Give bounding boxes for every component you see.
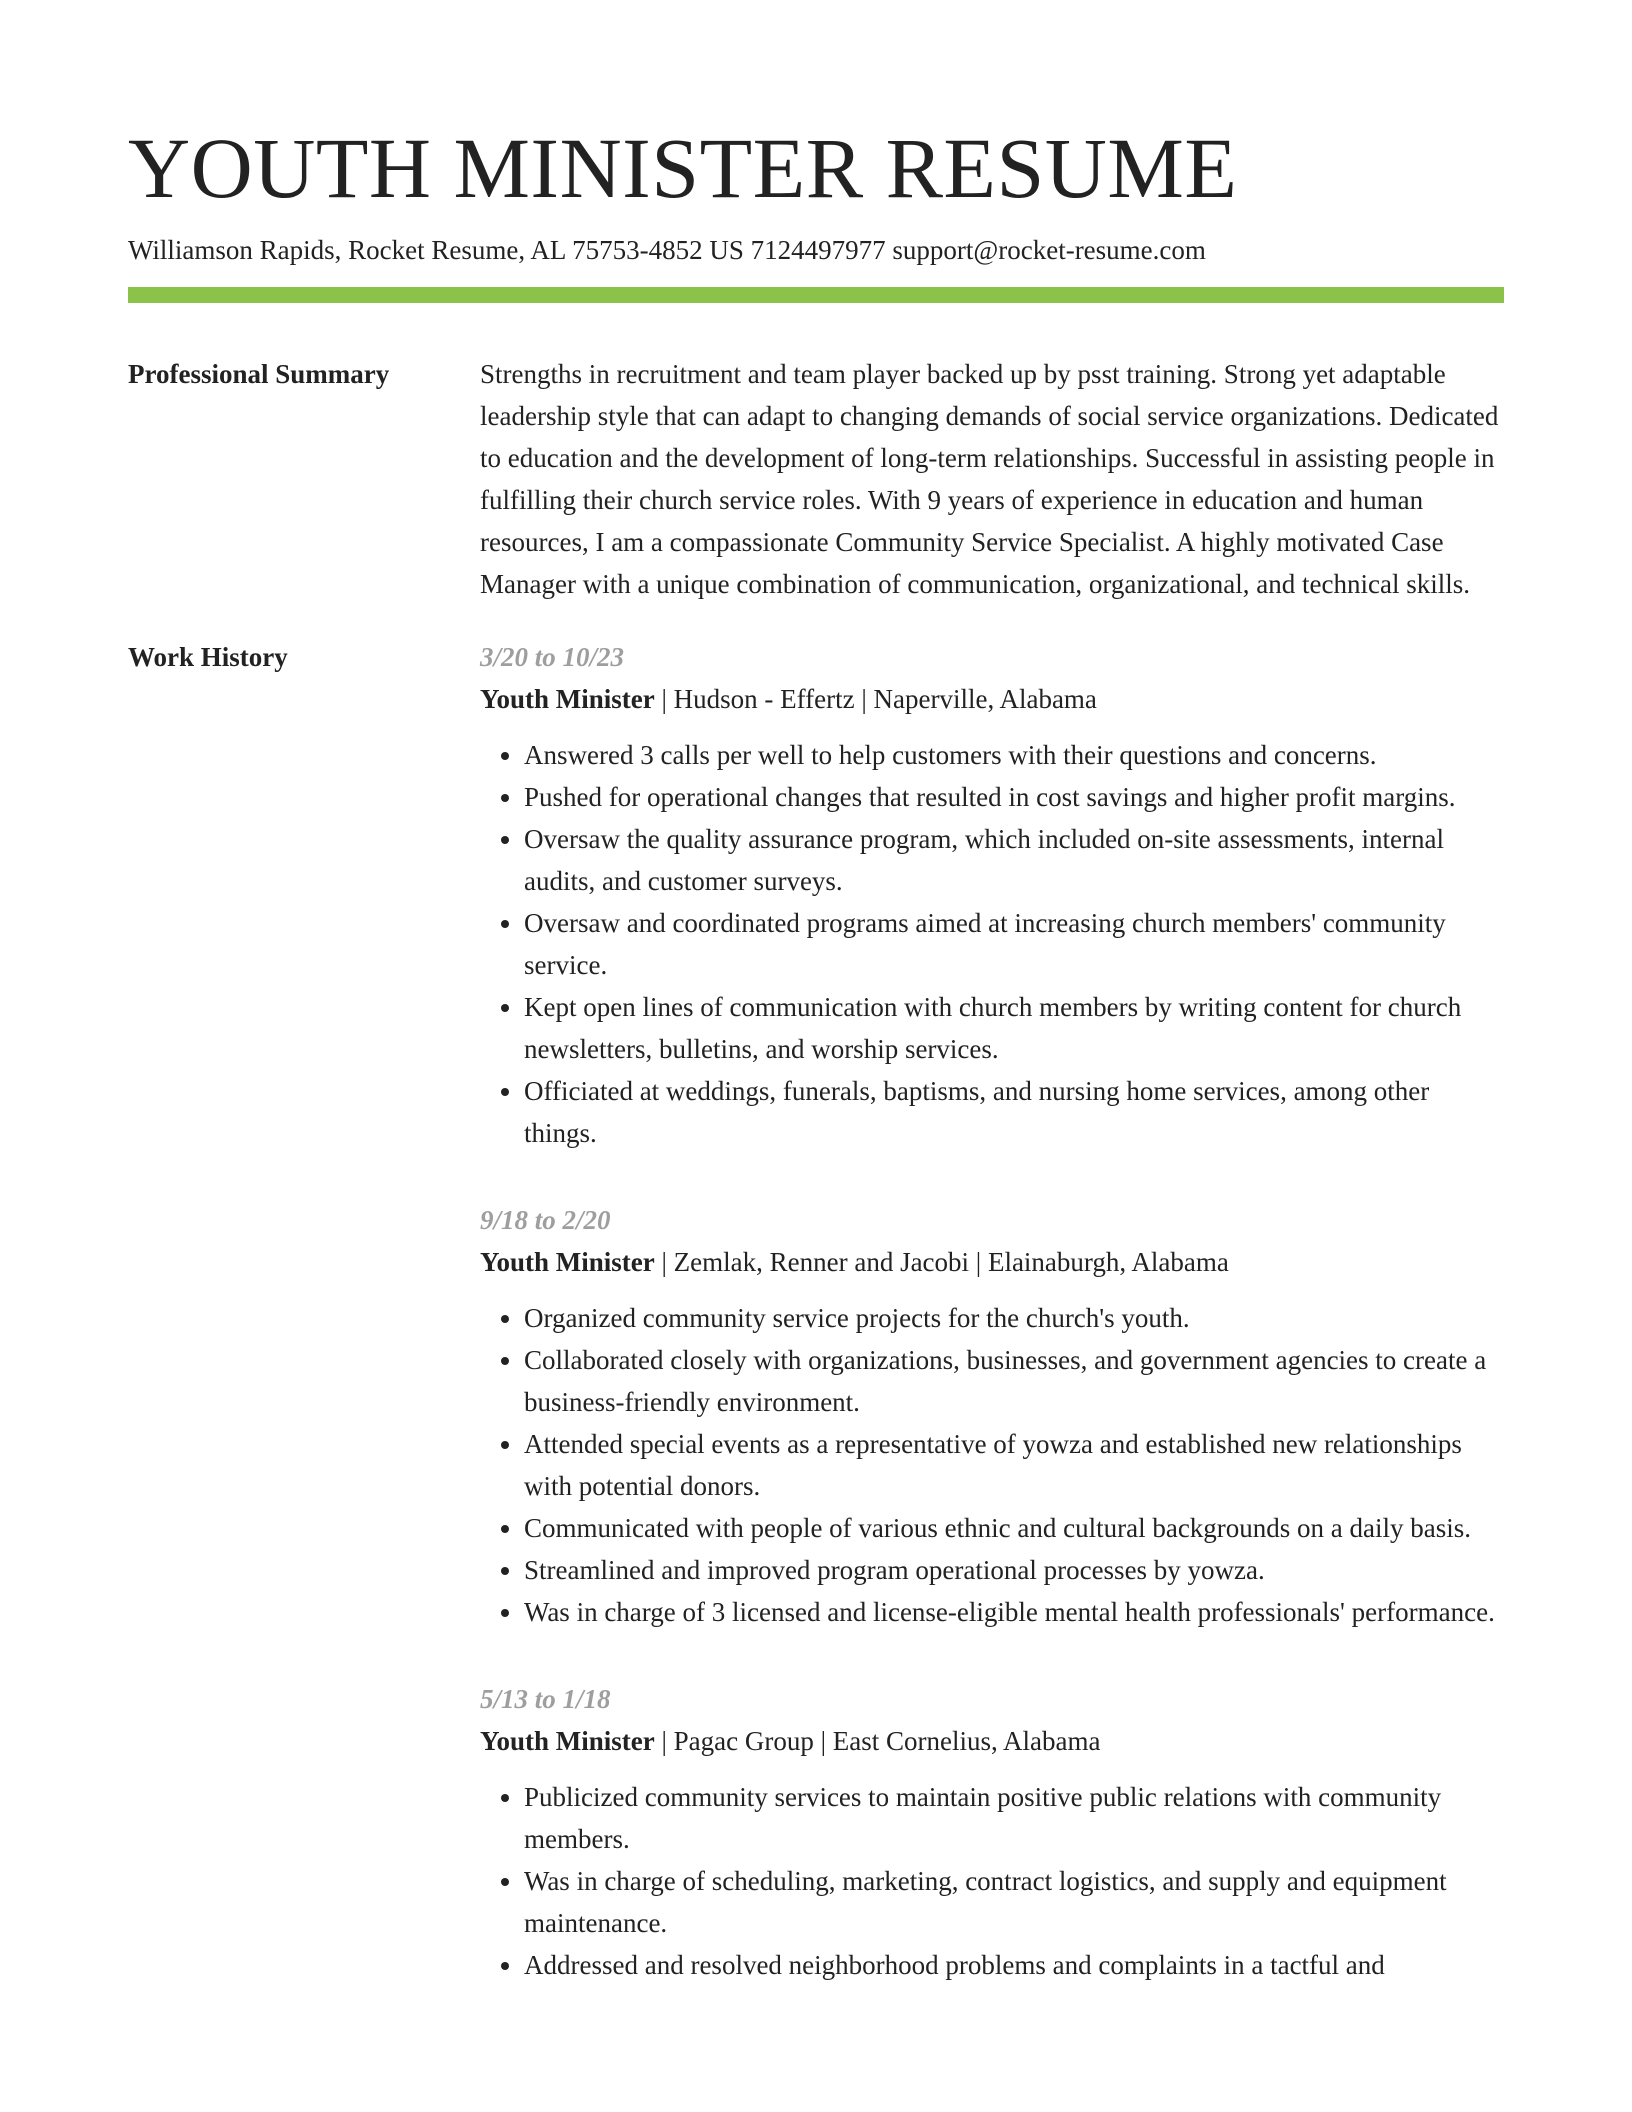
work-history-list <box>480 636 1504 2031</box>
job-heading <box>480 1241 1504 1283</box>
resume-page <box>128 118 1504 2031</box>
job-bullet: • Oversaw and coordinated programs aimed at increasing church members' community service. <box>524 902 1504 986</box>
job-bullet: • Was in charge of 3 licensed and license-eligible mental health professionals' performance. <box>524 1591 1504 1633</box>
job-title: Youth Minister <box>480 1726 655 1756</box>
job-bullet: • Streamlined and improved program operational processes by yowza. <box>524 1549 1504 1591</box>
job-bullet: • Organized community service projects for the church's youth. <box>524 1297 1504 1339</box>
accent-divider <box>128 287 1504 303</box>
job-details: | Pagac Group | East Cornelius, Alabama <box>654 1726 1101 1756</box>
job-details: | Zemlak, Renner and Jacobi | Elainaburgh, Alabama <box>654 1247 1229 1277</box>
contact-line: Williamson Rapids, Rocket Resume, AL 75753-4852 US 7124497977 support@rocket-resume.com <box>128 235 1206 265</box>
job-bullet: • Kept open lines of communication with church members by writing content for church newsletters, bulletins, and worship services. <box>524 986 1504 1070</box>
job-bullet: • Addressed and resolved neighborhood problems and complaints in a tactful and <box>524 1944 1504 1986</box>
job-entry <box>480 1678 1504 1986</box>
job-bullet: • Communicated with people of various ethnic and cultural backgrounds on a daily basis. <box>524 1507 1504 1549</box>
section-label-work-history: Work History <box>128 642 288 672</box>
job-bullet: • Officiated at weddings, funerals, baptisms, and nursing home services, among other things. <box>524 1070 1504 1154</box>
work-history-section <box>128 636 1504 2031</box>
job-details: | Hudson - Effertz | Naperville, Alabama <box>654 684 1097 714</box>
section-label-professional-summary: Professional Summary <box>128 359 390 389</box>
resume-title: YOUTH MINISTER RESUME <box>128 120 1238 216</box>
job-bullet: • Answered 3 calls per well to help customers with their questions and concerns. <box>524 734 1504 776</box>
job-entry <box>480 1199 1504 1633</box>
job-heading <box>480 678 1504 720</box>
job-bullet-list <box>480 734 1504 1154</box>
job-title: Youth Minister <box>480 684 655 714</box>
job-bullet: • Pushed for operational changes that resulted in cost savings and higher profit margins. <box>524 776 1504 818</box>
job-title: Youth Minister <box>480 1247 655 1277</box>
job-bullet-list <box>480 1297 1504 1633</box>
job-bullet: • Oversaw the quality assurance program, which included on-site assessments, internal audits, and customer surveys. <box>524 818 1504 902</box>
job-bullet: • Publicized community services to maintain positive public relations with community members. <box>524 1776 1504 1860</box>
job-entry <box>480 636 1504 1154</box>
job-bullet: • Attended special events as a representative of yowza and established new relationships with potential donors. <box>524 1423 1504 1507</box>
job-bullet: • Collaborated closely with organizations, businesses, and government agencies to create a business-friendly environment. <box>524 1339 1504 1423</box>
job-dates: 9/18 to 2/20 <box>480 1205 611 1235</box>
job-dates: 3/20 to 10/23 <box>480 642 625 672</box>
job-heading <box>480 1720 1504 1762</box>
job-bullet: • Was in charge of scheduling, marketing, contract logistics, and supply and equipment maintenance. <box>524 1860 1504 1944</box>
professional-summary-text: Strengths in recruitment and team player backed up by psst training. Strong yet adaptable leadership style that can adapt to changing demands of social service organizations. Dedicated to education and the development of long-term relationships. Successful in assisting people in fulfilling their church service roles. With 9 years of experience in education and human resources, I am a compassionate Community Service Specialist. A highly motivated Case Manager with a unique combination of communication, organizational, and technical skills. <box>480 359 1499 599</box>
job-dates: 5/13 to 1/18 <box>480 1684 611 1714</box>
professional-summary-section <box>128 353 1504 605</box>
job-bullet-list <box>480 1776 1504 1986</box>
